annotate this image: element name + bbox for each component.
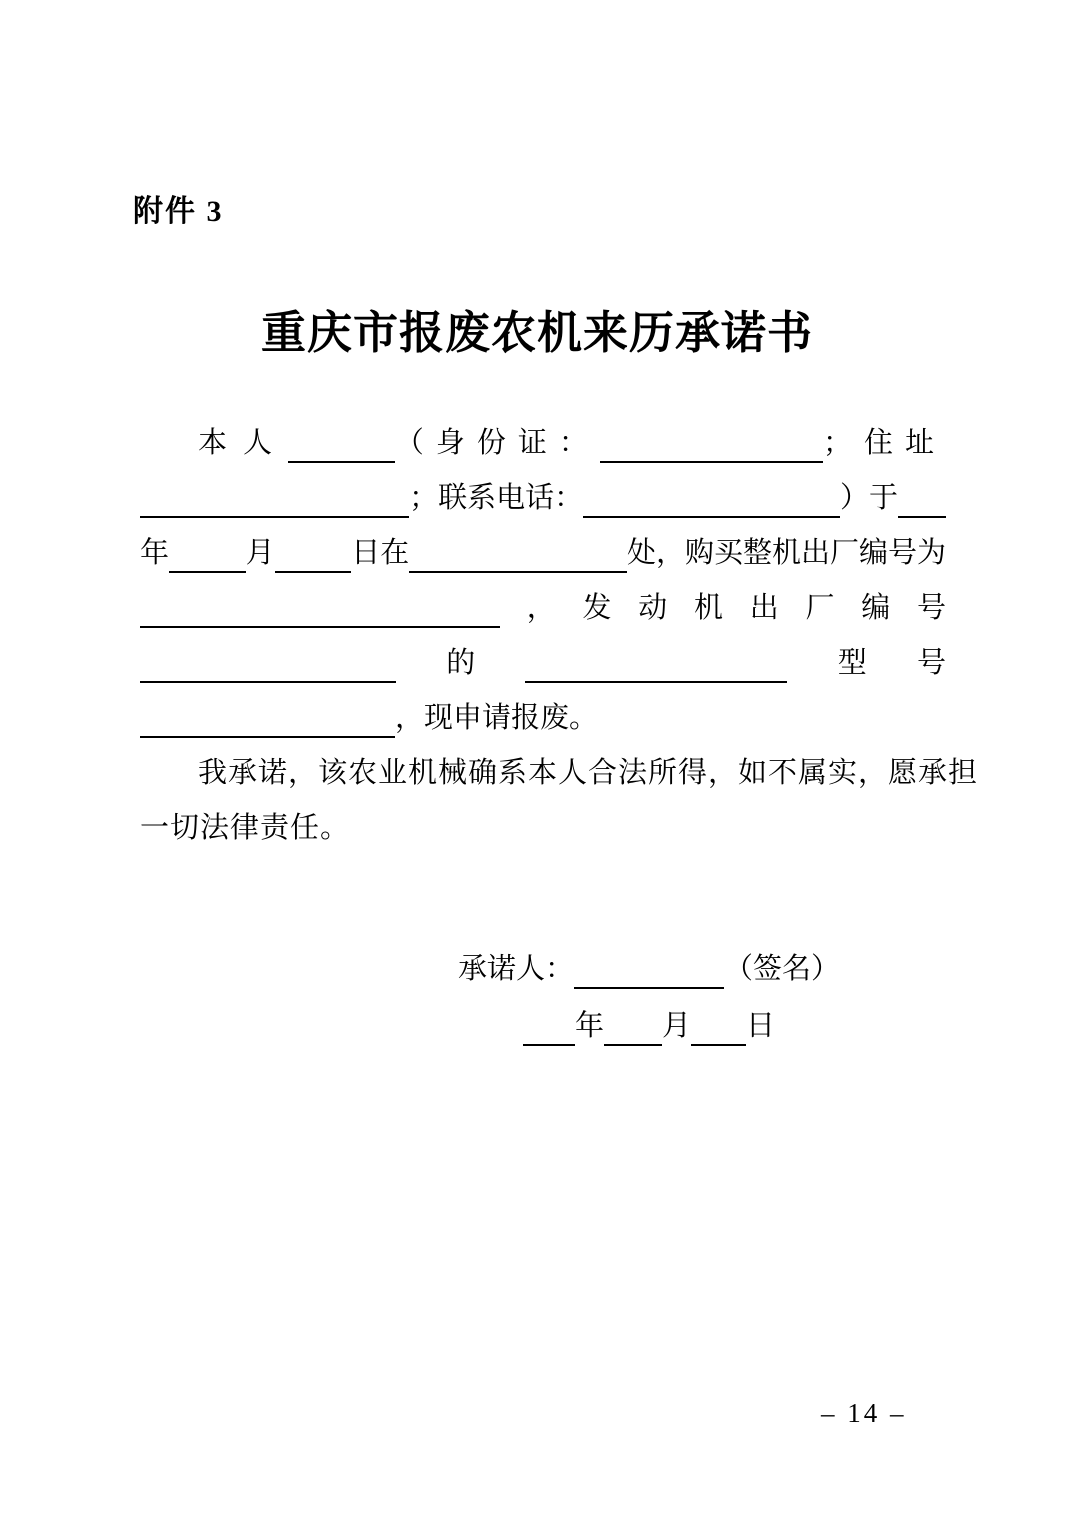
- blank-fill-field: [583, 511, 840, 518]
- blank-fill-field: [604, 1039, 662, 1046]
- document-title: 重庆市报废农机来历承诺书: [260, 308, 813, 358]
- blank-fill-field: [140, 731, 395, 738]
- form-text: ；住址: [822, 427, 946, 459]
- form-line-3: [140, 522, 946, 577]
- blank-fill-field: [169, 566, 246, 573]
- form-text: 月: [661, 1010, 691, 1042]
- form-text-char: 号: [916, 647, 946, 679]
- form-body: [140, 412, 979, 852]
- blank-fill-field: [140, 676, 396, 683]
- form-text: ，: [526, 592, 556, 624]
- form-text: 一切法律责任。: [140, 812, 351, 844]
- blank-fill-field: [140, 511, 409, 518]
- blank-fill-field: [574, 982, 724, 989]
- form-text-char: 型: [837, 647, 867, 679]
- attachment-label: 附件 3: [133, 195, 224, 228]
- form-text: ，现申请报废。: [395, 702, 599, 734]
- form-text: 日: [746, 1010, 776, 1042]
- blank-fill-field: [409, 566, 627, 573]
- form-text: 承诺人：: [457, 953, 574, 985]
- form-text-char: 动: [638, 592, 668, 624]
- form-text-char: 号: [916, 592, 946, 624]
- page-number: – 14 –: [821, 1398, 907, 1428]
- form-text: 本人: [198, 427, 289, 459]
- form-text: 年: [574, 1010, 604, 1042]
- form-text: （签名）: [724, 953, 841, 985]
- blank-fill-field: [288, 456, 395, 463]
- blank-fill-field: [525, 676, 787, 683]
- form-text: （身份证：: [394, 427, 600, 459]
- blank-fill-field: [691, 1039, 746, 1046]
- form-text: ）于: [839, 482, 898, 514]
- form-text: 的: [446, 647, 476, 679]
- form-line-6: [140, 687, 946, 742]
- form-line-4: [140, 577, 946, 632]
- form-text: 月: [245, 537, 275, 569]
- form-text-char: 发: [582, 592, 612, 624]
- form-line-1: [140, 412, 946, 467]
- form-text: 日在: [351, 537, 410, 569]
- form-text-char: 编: [861, 592, 891, 624]
- blank-fill-field: [898, 511, 946, 518]
- form-text: 年: [140, 537, 170, 569]
- form-line-7: [140, 742, 979, 797]
- signature-block: [140, 936, 946, 1050]
- form-line-8: [140, 797, 946, 852]
- blank-fill-field: [275, 566, 352, 573]
- form-text-char: 机: [693, 592, 723, 624]
- form-signer-line: [352, 936, 946, 993]
- form-line-5: [140, 632, 946, 687]
- form-text: 处，购买整机出厂编号为: [626, 537, 946, 569]
- blank-fill-field: [140, 621, 500, 628]
- blank-fill-field: [600, 456, 823, 463]
- form-text-char: 出: [749, 592, 779, 624]
- form-line-2: [140, 467, 946, 522]
- form-date-line: [352, 993, 946, 1050]
- form-text: 我承诺，该农业机械确系本人合法所得，如不属实，愿承担: [198, 757, 979, 789]
- form-text-char: 厂: [805, 592, 835, 624]
- blank-fill-field: [523, 1039, 575, 1046]
- form-text: ；联系电话：: [409, 482, 584, 514]
